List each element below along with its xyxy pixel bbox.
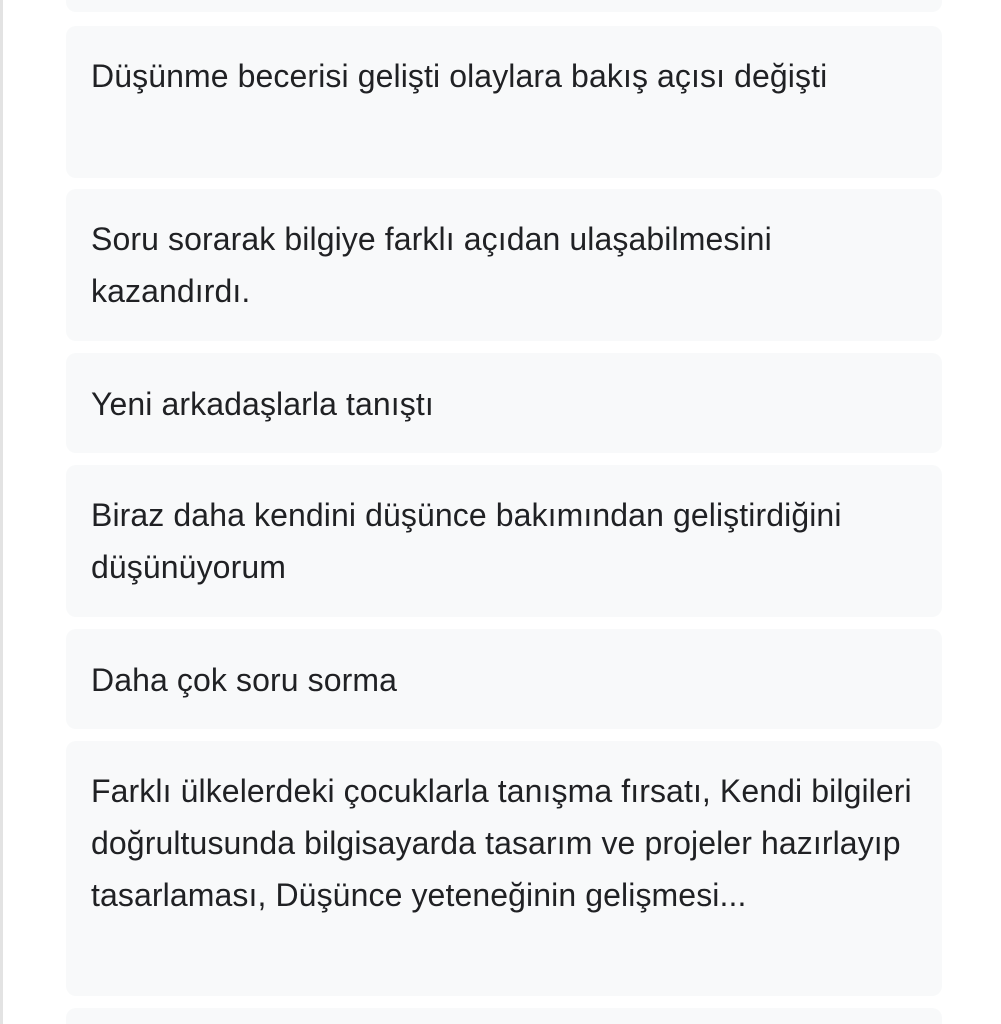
response-card [66,629,942,729]
response-card [66,1008,942,1024]
response-card [66,0,942,12]
response-card [66,189,942,341]
response-text: Biraz daha kendini düşünce bakımından geliştirdiğini düşünüyorum [91,497,842,585]
response-card [66,353,942,453]
page-left-border [0,0,3,1024]
response-text: Farklı ülkelerdeki çocuklarla tanışma fırsatı, Kendi bilgileri doğrultusunda bilgisayarda tasarım ve projeler hazırlayıp tasarlaması, Düşünce yeteneğinin gelişmesi... [91,773,912,913]
response-card [66,465,942,617]
response-text: Soru sorarak bilgiye farklı açıdan ulaşabilmesini kazandırdı. [91,221,772,309]
response-card [66,741,942,996]
response-text: Düşünme becerisi gelişti olaylara bakış açısı değişti [91,58,828,94]
response-text: Daha çok soru sorma [91,662,398,698]
response-text: Yeni arkadaşlarla tanıştı [91,386,434,422]
response-list[interactable] [66,0,942,1024]
response-card [66,26,942,178]
